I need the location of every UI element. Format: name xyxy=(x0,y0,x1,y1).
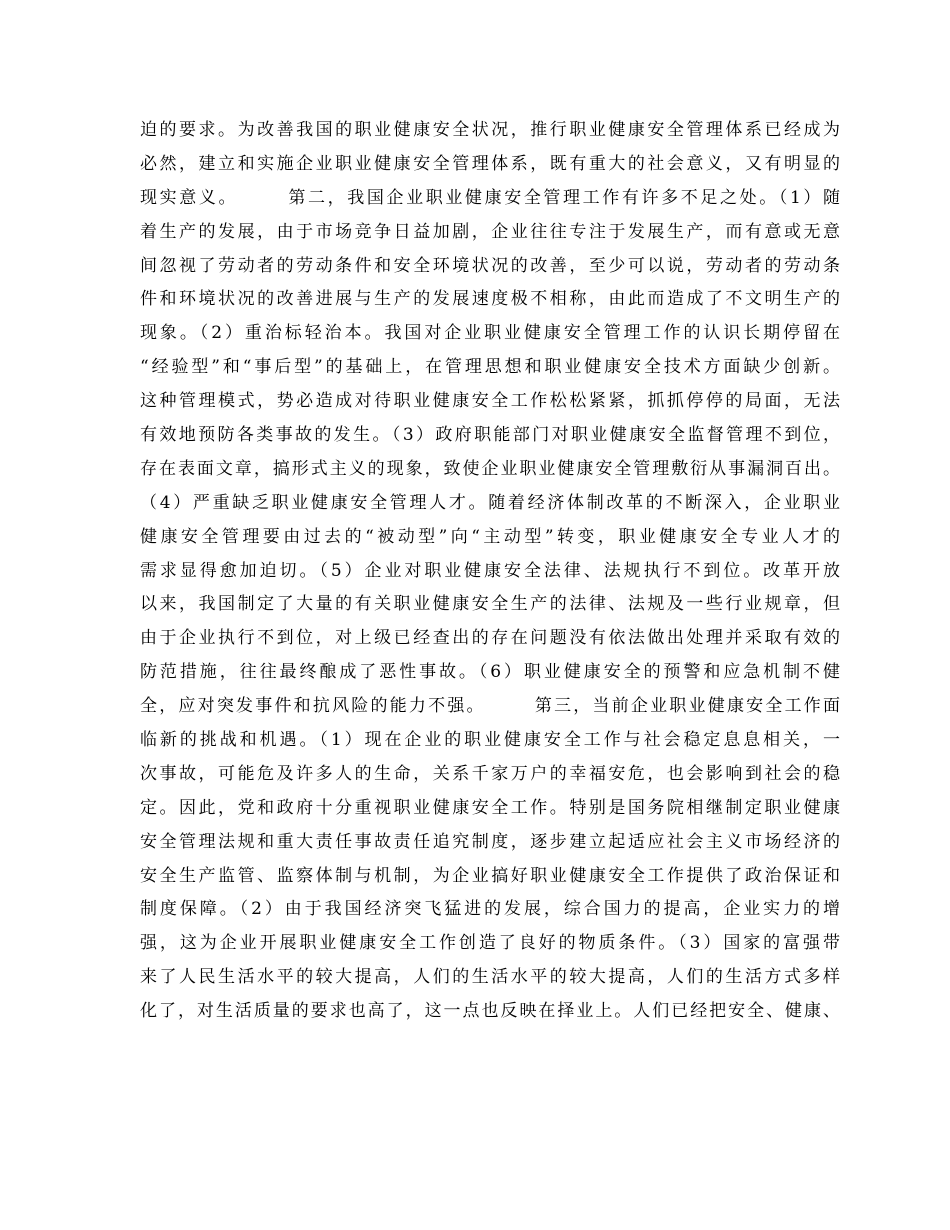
text-line: 现实意义。 第二，我国企业职业健康安全管理工作有许多不足之处。（1）随 xyxy=(140,187,840,208)
text-line: 制度保障。（2）由于我国经济突飞猛进的发展，综合国力的提高，企业实力的增 xyxy=(140,899,840,920)
text-line: 全，应对突发事件和抗风险的能力不强。 第三，当前企业职业健康安全工作面 xyxy=(140,696,840,717)
text-line: 来了人民生活水平的较大提高，人们的生活水平的较大提高，人们的生活方式多样 xyxy=(140,967,840,988)
text-line: 这种管理模式，势必造成对待职业健康安全工作松松紧紧，抓抓停停的局面，无法 xyxy=(140,391,840,412)
body-text xyxy=(140,114,840,1029)
text-line: 次事故，可能危及许多人的生命，关系千家万户的幸福安危，也会影响到社会的稳 xyxy=(140,763,840,784)
text-line: 以来，我国制定了大量的有关职业健康安全生产的法律、法规及一些行业规章，但 xyxy=(140,594,840,615)
text-line: 有效地预防各类事故的发生。（3）政府职能部门对职业健康安全监督管理不到位， xyxy=(140,425,840,446)
text-line: （4）严重缺乏职业健康安全管理人才。随着经济体制改革的不断深入，企业职业 xyxy=(140,492,840,513)
text-line: 强，这为企业开展职业健康安全工作创造了良好的物质条件。（3）国家的富强带 xyxy=(140,933,840,954)
text-line: 安全管理法规和重大责任事故责任追究制度，逐步建立起适应社会主义市场经济的 xyxy=(140,831,840,852)
text-line: 化了，对生活质量的要求也高了，这一点也反映在择业上。人们已经把安全、健康、 xyxy=(140,1001,840,1022)
text-line: 现象。（2）重治标轻治本。我国对企业职业健康安全管理工作的认识长期停留在 xyxy=(140,323,840,344)
text-line: 间忽视了劳动者的劳动条件和安全环境状况的改善，至少可以说，劳动者的劳动条 xyxy=(140,255,840,276)
text-line: 安全生产监管、监察体制与机制，为企业搞好职业健康安全工作提供了政治保证和 xyxy=(140,865,840,886)
text-line: 存在表面文章，搞形式主义的现象，致使企业职业健康安全管理敷衍从事漏洞百出。 xyxy=(140,458,840,479)
text-line: “经验型”和“事后型”的基础上，在管理思想和职业健康安全技术方面缺少创新。 xyxy=(140,357,840,378)
text-line: 件和环境状况的改善进展与生产的发展速度极不相称，由此而造成了不文明生产的 xyxy=(140,289,840,310)
text-line: 由于企业执行不到位，对上级已经查出的存在问题没有依法做出处理并采取有效的 xyxy=(140,628,840,649)
text-line: 迫的要求。为改善我国的职业健康安全状况，推行职业健康安全管理体系已经成为 xyxy=(140,120,840,140)
text-line: 定。因此，党和政府十分重视职业健康安全工作。特别是国务院相继制定职业健康 xyxy=(140,797,840,818)
text-line: 着生产的发展，由于市场竞争日益加剧，企业往往专注于发展生产，而有意或无意 xyxy=(140,221,840,242)
text-line: 需求显得愈加迫切。（5）企业对职业健康安全法律、法规执行不到位。改革开放 xyxy=(140,560,840,581)
text-line: 必然，建立和实施企业职业健康安全管理体系，既有重大的社会意义，又有明显的 xyxy=(140,153,840,174)
text-line: 临新的挑战和机遇。（1）现在企业的职业健康安全工作与社会稳定息息相关，一 xyxy=(140,730,840,751)
text-line: 健康安全管理要由过去的“被动型”向“主动型”转变，职业健康安全专业人才的 xyxy=(140,526,840,547)
text-line: 防范措施，往往最终酿成了恶性事故。（6）职业健康安全的预警和应急机制不健 xyxy=(140,662,840,683)
